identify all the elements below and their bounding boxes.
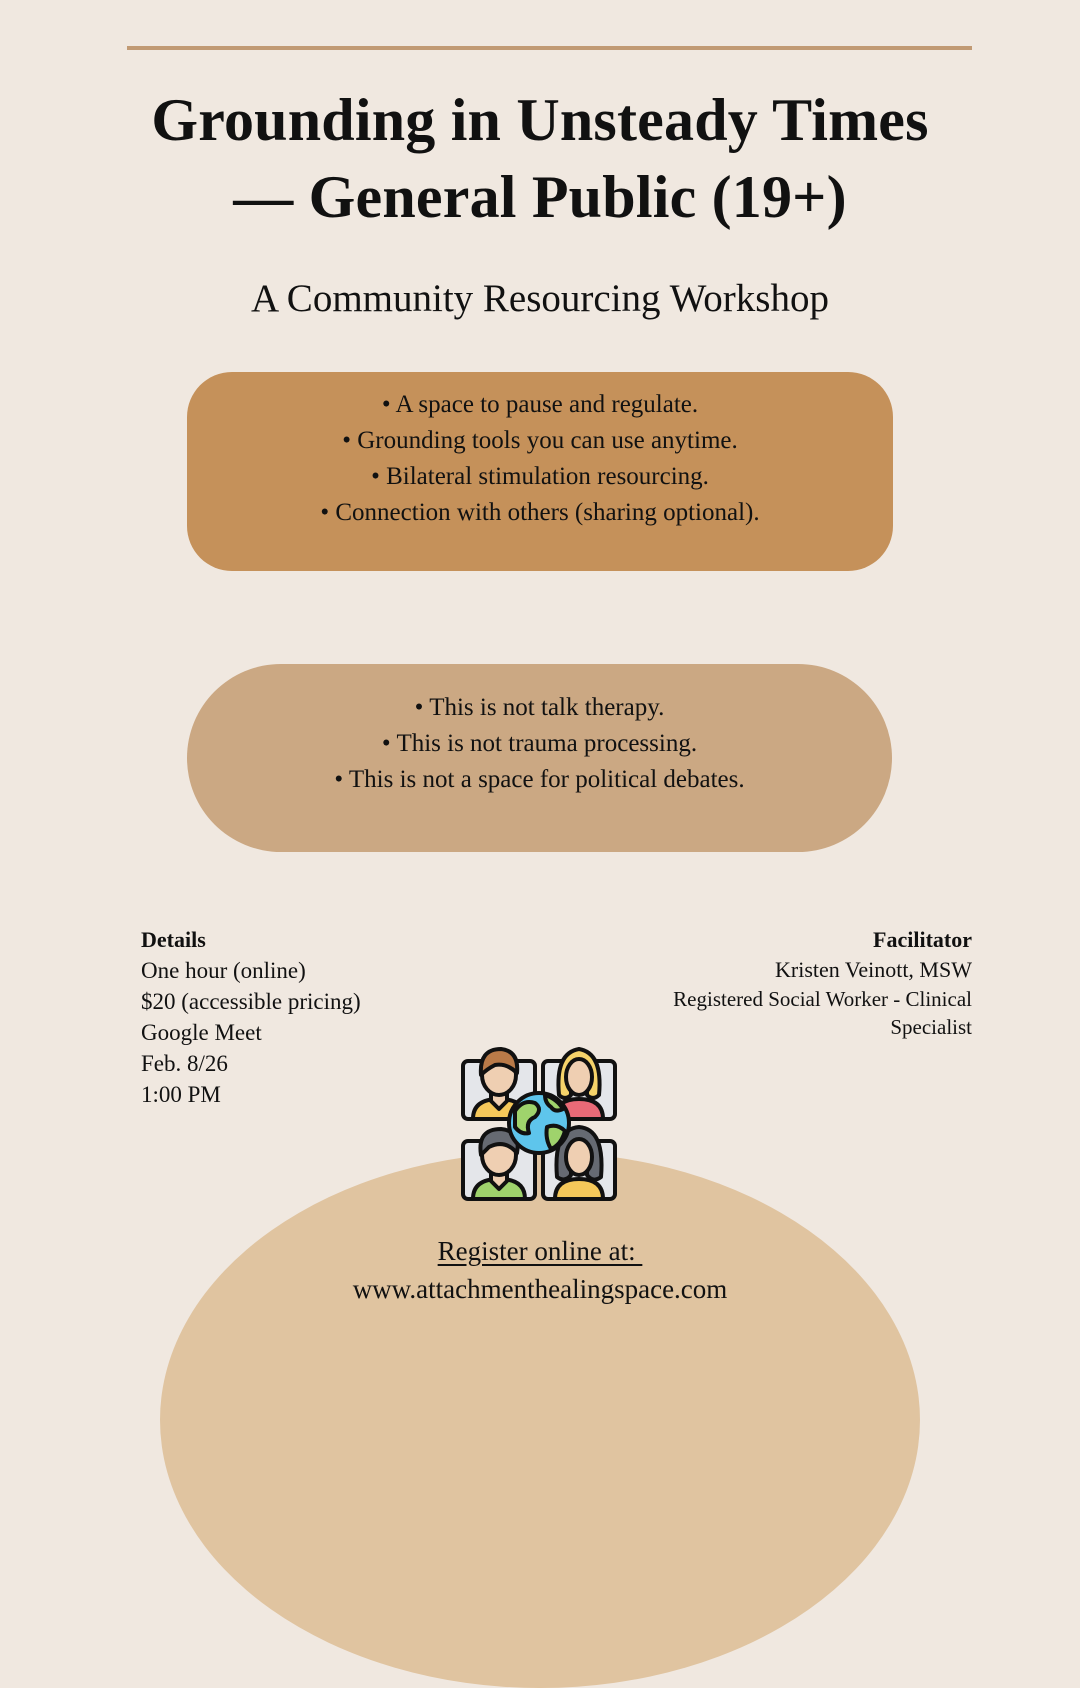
page-subtitle: A Community Resourcing Workshop: [251, 277, 829, 320]
title-line-2: — General Public (19+): [233, 164, 847, 230]
facilitator-title-line-2: Specialist: [890, 1015, 972, 1039]
facilitator-heading: Facilitator: [873, 927, 972, 952]
top-divider-rule: [127, 46, 972, 50]
offering-item: • A space to pause and regulate.: [381, 391, 699, 418]
register-section: [240, 1232, 840, 1308]
register-url-link[interactable]: www.attachmenthealingspace.com: [352, 1274, 728, 1304]
details-price: $20 (accessible pricing): [141, 989, 361, 1014]
details-time: 1:00 PM: [141, 1082, 221, 1107]
online-community-globe-icon: [459, 1043, 621, 1205]
offering-item: • Connection with others (sharing optional).: [320, 499, 760, 526]
details-date: Feb. 8/26: [141, 1051, 228, 1076]
disclaimer-item: • This is not a space for political debates.: [334, 766, 745, 793]
details-duration: One hour (online): [141, 958, 306, 983]
facilitator-section: [612, 924, 972, 1041]
title-line-1: Grounding in Unsteady Times: [151, 87, 929, 153]
register-link-label[interactable]: Register online at:: [437, 1236, 643, 1266]
details-heading: Details: [141, 927, 206, 952]
offering-item: • Grounding tools you can use anytime.: [342, 427, 738, 454]
facilitator-title-line-1: Registered Social Worker - Clinical: [673, 987, 972, 1011]
offering-item: • Bilateral stimulation resourcing.: [371, 463, 709, 490]
disclaimer-item: • This is not trauma processing.: [381, 730, 698, 757]
offerings-box: [187, 372, 893, 571]
details-section: [141, 924, 361, 1110]
disclaimers-box: [187, 664, 892, 852]
facilitator-name: Kristen Veinott, MSW: [775, 957, 972, 982]
disclaimer-item: • This is not talk therapy.: [414, 694, 665, 721]
details-platform: Google Meet: [141, 1020, 262, 1045]
page-title: [60, 82, 1020, 236]
